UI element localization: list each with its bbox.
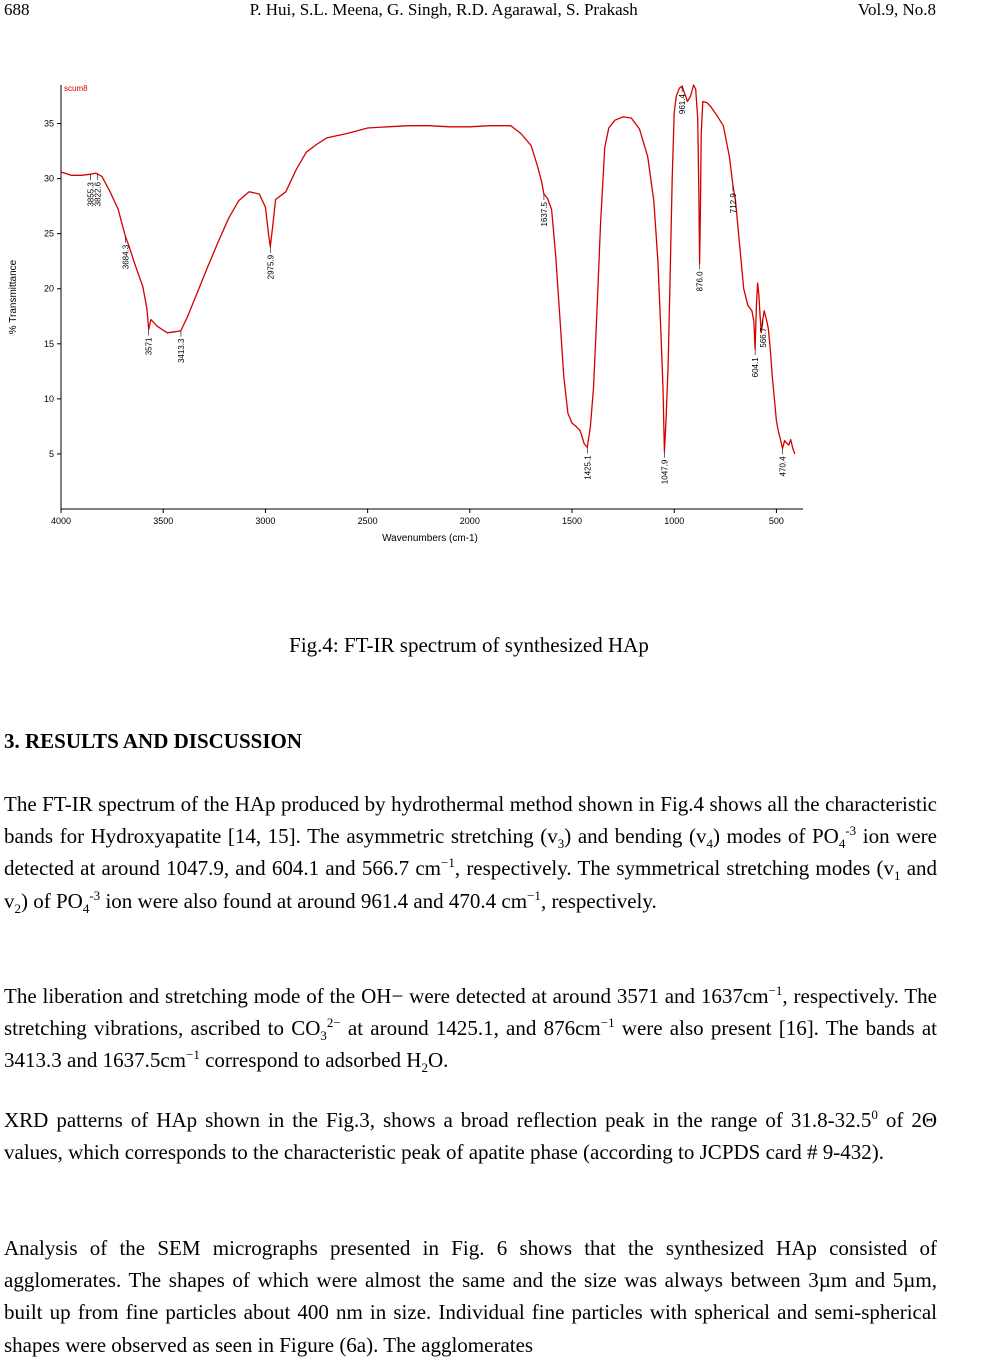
x-axis-label: Wavenumbers (cm-1)	[382, 533, 478, 544]
y-tick-label: 35	[43, 118, 54, 129]
spectrum-line	[61, 85, 795, 454]
peak-label: 1047.9	[660, 459, 670, 485]
y-tick-label: 5	[48, 448, 54, 459]
peak-label: 961.4	[678, 94, 688, 115]
peak-label: 470.4	[778, 456, 788, 477]
x-tick-label: 1000	[664, 516, 685, 526]
peak-label: 604.1	[751, 357, 761, 378]
x-tick-label: 2500	[357, 516, 378, 526]
y-tick-label: 20	[43, 283, 54, 294]
page-header	[4, 0, 936, 24]
page-number: 688	[4, 0, 30, 19]
peak-label: 1425.1	[583, 455, 593, 480]
peak-label: 566.7	[758, 327, 768, 348]
x-tick-label: 3500	[153, 516, 174, 526]
y-tick-label: 25	[43, 228, 54, 239]
x-tick-label: 1500	[562, 516, 583, 526]
x-tick-label: 500	[768, 516, 784, 526]
figure-caption: Fig.4: FT-IR spectrum of synthesized HAp	[289, 633, 649, 657]
running-authors: P. Hui, S.L. Meena, G. Singh, R.D. Agarawal, S. Prakash	[249, 0, 638, 19]
paragraph-ftir-bands: The FT-IR spectrum of the HAp produced by hydrothermal method shown in Fig.4 shows all the characteristic bands for Hydroxyapatite [14, 15]. The asymmetric stretching $(v_3)$ and bending $(v_4)$ modes of $PO_4^{-3}$ ion were detected at around 1047.9, and 604.1 and 566.7 $cm^{-1}$, respectively. The symmetrical stretching modes ($v_1$ and $v_2$) of $PO_4^{-3}$ ion were also found at around 961.4 and 470.4 $cm^{-1}$, respectively.	[4, 792, 938, 916]
peak-label: 3413.3	[176, 338, 186, 364]
ftir-spectrum-chart	[0, 60, 830, 550]
peak-label: 1637.5	[539, 202, 549, 227]
section-title: 3. RESULTS AND DISCUSSION	[4, 729, 302, 753]
volume-label: Vol.9, No.8	[857, 0, 936, 19]
y-tick-label: 15	[43, 338, 54, 349]
paragraph-oh-carbonate: The liberation and stretching mode of the OH− were detected at around 3571 and $1637cm^{-1}$, respectively. The stretching vibrations, ascribed to $CO_3^{2-}$ at around 1425.1, and $876cm^{-1}$ were also present [16]. The bands at 3413.3 and $1637.5cm^{-1}$ correspond to adsorbed $H_2O$.	[4, 983, 937, 1076]
y-axis-label: % Transmittance	[8, 259, 19, 335]
peak-label: 3822.6	[93, 181, 103, 207]
sample-label: scum8	[64, 84, 88, 93]
peak-label: 876.0	[695, 271, 705, 292]
y-tick-label: 30	[43, 173, 54, 184]
peak-label: 3684.3	[121, 244, 131, 270]
x-tick-label: 2000	[459, 516, 480, 526]
paragraph-sem: Analysis of the SEM micrographs presented in Fig. 6 shows that the synthesized HAp consisted of agglomerates. The shapes of which were almost the same and the size was always between 3µm and 5µm, built up from fine particles about 400 nm in size. Individual fine particles with spherical and semi-spherical shapes were observed as seen in Figure (6a). The agglomerates	[4, 1236, 937, 1357]
peak-label: 2975.9	[266, 254, 276, 280]
peak-label: 3571	[144, 337, 154, 356]
x-tick-label: 3000	[255, 516, 276, 526]
y-tick-label: 10	[43, 393, 54, 404]
x-tick-label: 4000	[50, 516, 72, 526]
peak-label: 3855.3	[86, 182, 96, 207]
peak-label: 712.9	[728, 193, 738, 214]
paragraph-xrd: XRD patterns of HAp shown in the Fig.3, shows a broad reflection peak in the range of 31.8-32.5$^0$ of 2Θ values, which corresponds to the characteristic peak of apatite phase (according to JCPDS card # 9-432).	[4, 1107, 937, 1165]
